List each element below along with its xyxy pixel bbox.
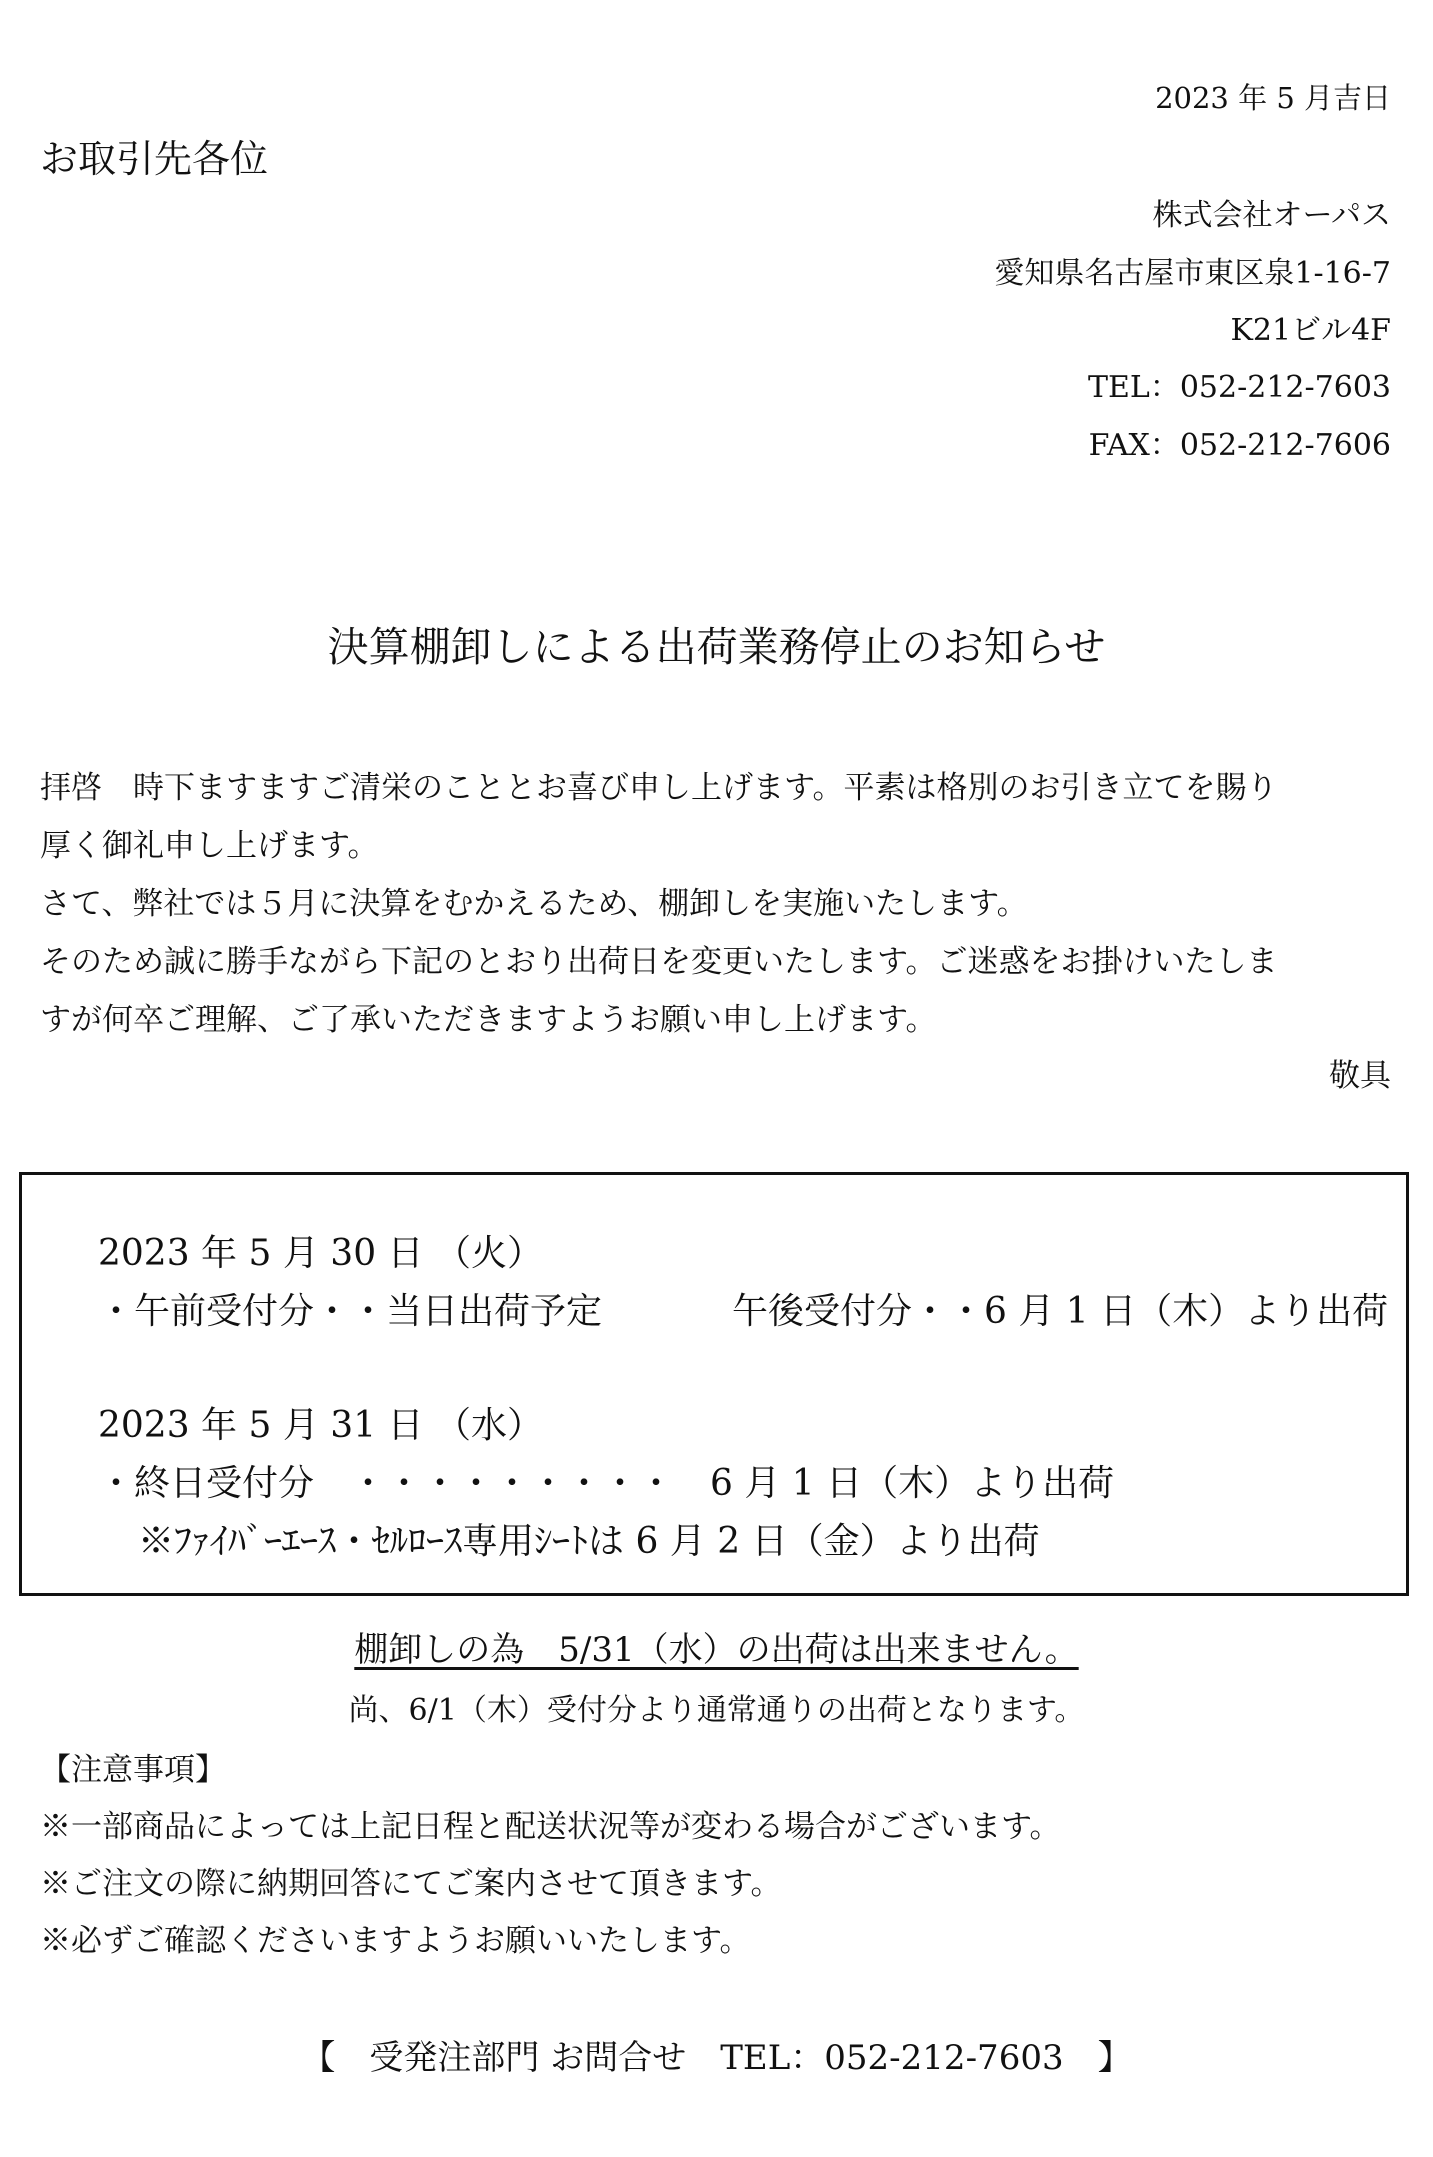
sender-tel: TEL：052-212-7603 xyxy=(1088,370,1391,405)
closing-word: 敬具 xyxy=(1329,1058,1391,1094)
body-line: 厚く御礼申し上げます。 xyxy=(40,828,379,864)
document-title: 決算棚卸しによる出荷業務停止のお知らせ xyxy=(327,623,1106,671)
note-item: ※ご注文の際に納期回答にてご案内させて頂きます。 xyxy=(40,1866,782,1902)
schedule-afternoon: 午後受付分・・6 月 1 日（木）より出荷 xyxy=(732,1291,1389,1332)
schedule-date-2: 2023 年 5 月 31 日 （水） xyxy=(98,1405,543,1446)
sender-address: 愛知県名古屋市東区泉1-16-7 xyxy=(994,256,1391,291)
addressee: お取引先各位 xyxy=(40,137,269,181)
schedule-morning: ・午前受付分・・当日出荷予定 xyxy=(98,1291,603,1332)
note-item: ※一部商品によっては上記日程と配送状況等が変わる場合がございます。 xyxy=(40,1809,1061,1845)
notice-main-text: 棚卸しの為 5/31（水）の出荷は出来ません。 xyxy=(354,1630,1079,1670)
sender-fax: FAX：052-212-7606 xyxy=(1088,428,1391,463)
schedule-special-note: ※ﾌｧｲﾊﾞｰｴｰｽ・ｾﾙﾛｰｽ専用ｼｰﾄは 6 月 2 日（金）より出荷 xyxy=(138,1521,1040,1562)
body-line: さて、弊社では５月に決算をむかえるため、棚卸しを実施いたします。 xyxy=(40,886,1028,922)
schedule-box xyxy=(19,1172,1409,1596)
sender-company: 株式会社オーパス xyxy=(1152,198,1391,233)
sender-building: K21ビル4F xyxy=(1230,313,1391,348)
document-date: 2023 年 5 月吉日 xyxy=(1155,81,1391,115)
body-line: そのため誠に勝手ながら下記のとおり出荷日を変更いたします。ご迷惑をお掛けいたしま xyxy=(40,944,1278,980)
schedule-date-1: 2023 年 5 月 30 日 （火） xyxy=(98,1233,543,1274)
body-line: すが何卒ご理解、ご了承いただきますようお願い申し上げます。 xyxy=(40,1002,937,1038)
notes-heading: 【注意事項】 xyxy=(40,1752,226,1788)
body-line: 拝啓 時下ますますご清栄のこととお喜び申し上げます。平素は格別のお引き立てを賜り xyxy=(40,770,1278,806)
contact-line: 【 受発注部門 お問合せ TEL：052-212-7603 】 xyxy=(301,2038,1132,2078)
schedule-all-day: ・終日受付分 ・・・・・・・・・ 6 月 1 日（木）より出荷 xyxy=(98,1463,1115,1504)
note-item: ※必ずご確認くださいますようお願いいたします。 xyxy=(40,1923,751,1959)
notice-sub: 尚、6/1（木）受付分より通常通りの出荷となります。 xyxy=(348,1693,1085,1728)
notice-main xyxy=(0,1622,1433,1671)
